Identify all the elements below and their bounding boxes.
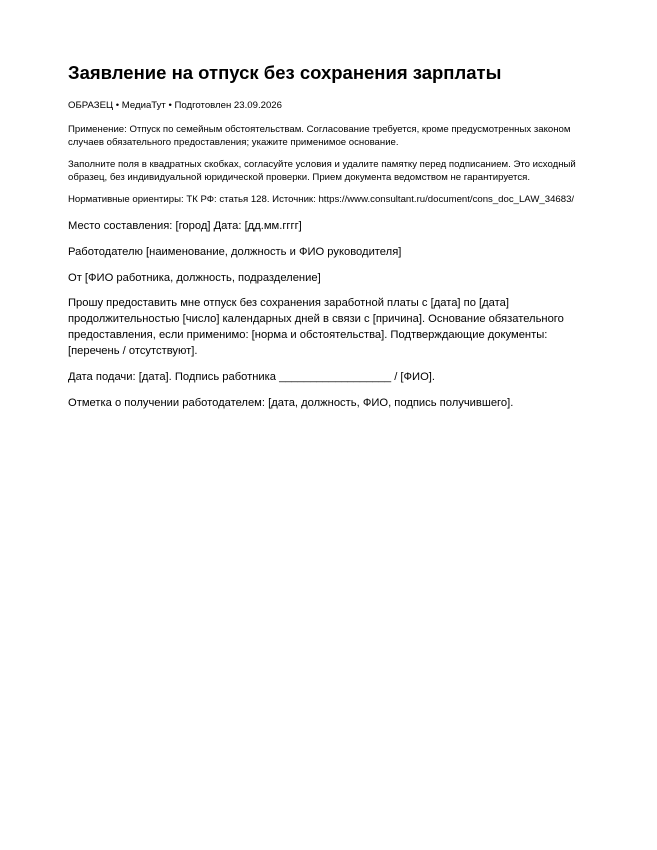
place-and-date: Место составления: [город] Дата: [дд.мм.гггг]: [68, 219, 302, 232]
addressee: Работодателю [наименование, должность и ФИО руководителя]: [68, 245, 402, 258]
submission-signature: Дата подачи: [дата]. Подпись работника __________________ / [ФИО].: [68, 371, 435, 384]
note-application: Применение: Отпуск по семейным обстоятельствам. Согласование требуется, кроме предусмотренных законом случаев обязательного предоставления; укажите применимое основание.: [68, 124, 571, 148]
note-legal-references: Нормативные ориентиры: ТК РФ: статья 128. Источник: https://www.consultant.ru/document/cons_doc_LAW_34683/: [68, 193, 575, 205]
document-meta: ОБРАЗЕЦ • МедиаТут • Подготовлен 23.09.2026: [68, 100, 282, 112]
note-instructions: Заполните поля в квадратных скобках, согласуйте условия и удалите памятку перед подписанием. Это исходный образец, без индивидуальной юридической проверки. Прием документа ведомством не гарантируется.: [68, 158, 576, 183]
request-text: Прошу предоставить мне отпуск без сохранения заработной платы с [дата] по [дата] продолжительностью [число] календарных дней в связи с [причина]. Основание обязательного предоставления, если применимо: [норма и обстоятельства]. Подтверждающие документы: [перечень / отсутствуют].: [68, 297, 564, 358]
sender: От [ФИО работника, должность, подразделение]: [68, 271, 321, 284]
receipt-mark: Отметка о получении работодателем: [дата, должность, ФИО, подпись получившего].: [68, 397, 514, 409]
document-title: Заявление на отпуск без сохранения зарплаты: [68, 62, 502, 83]
